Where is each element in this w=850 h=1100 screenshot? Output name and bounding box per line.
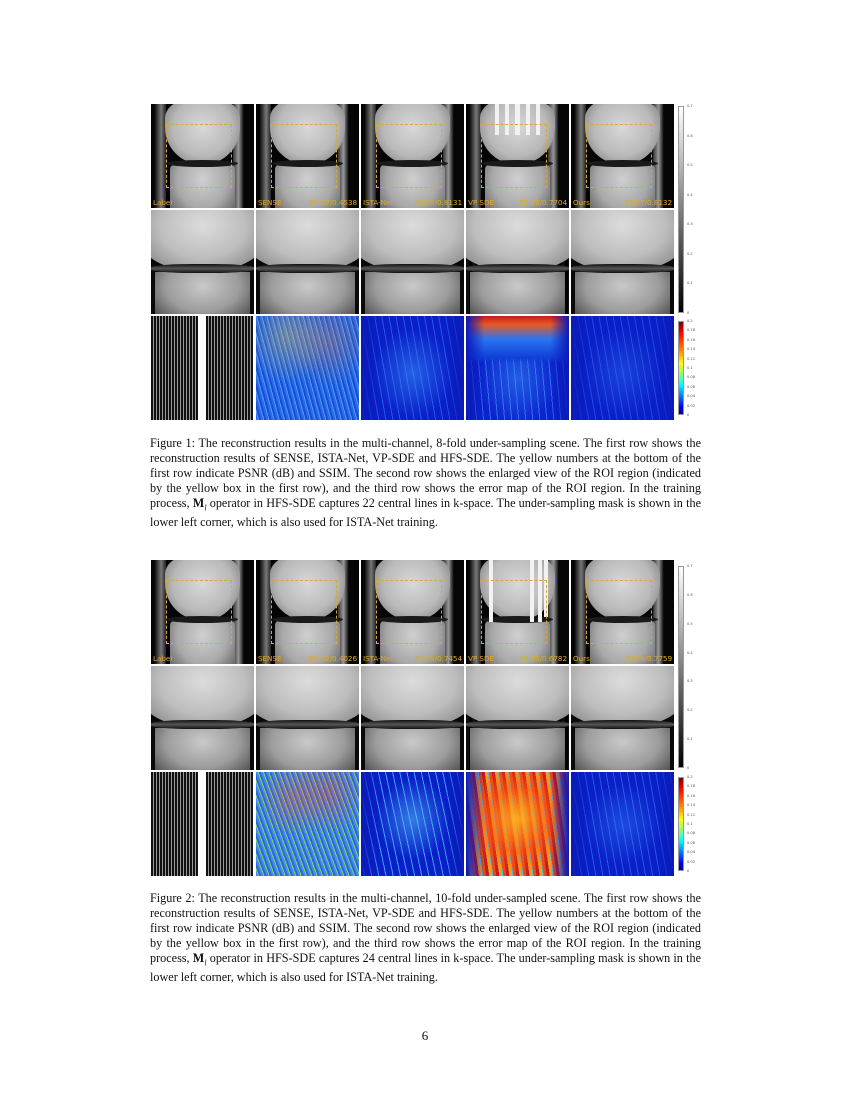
tick-label: 0.1 [687, 281, 693, 286]
tick-label: 0.2 [687, 251, 693, 256]
method-label: VP SDE [468, 198, 494, 207]
panel-vp-sde-error [466, 772, 569, 876]
panel-ista-net-error [361, 316, 464, 420]
method-label: SENSE [258, 198, 282, 207]
method-label: Ours [573, 654, 590, 663]
panel-sense-recon [256, 560, 359, 664]
tick-label: 0 [687, 311, 690, 315]
panel-sense-roi [256, 666, 359, 770]
tick-label: 0.12 [687, 812, 696, 817]
panel-sense-error [256, 772, 359, 876]
method-label: Ours [573, 198, 590, 207]
tick-label: 0.5 [687, 163, 693, 168]
tick-label: 0.08 [687, 375, 696, 380]
panel-label-roi [151, 210, 254, 314]
tick-label: 0.14 [687, 347, 696, 352]
method-label: ISTA-Net [363, 198, 394, 207]
roi-box [271, 124, 337, 188]
panel-vp-sde-roi [466, 210, 569, 314]
figure-2-row-roi [151, 666, 677, 770]
tick-label: 0.16 [687, 337, 696, 342]
roi-box [586, 124, 652, 188]
panel-ista-net-recon [361, 560, 464, 664]
figure-1-caption [150, 436, 701, 530]
grayscale-colorbar [678, 106, 684, 313]
psnr-ssim-value: 24.67/0.4538 [309, 198, 357, 207]
roi-box [481, 580, 547, 644]
figure-1-row-error [151, 316, 677, 420]
psnr-ssim-value: 27.79/0.7454 [414, 654, 462, 663]
psnr-ssim-value: 18.65/0.6782 [519, 654, 567, 663]
error-map-image [256, 772, 359, 876]
grayscale-colorbar-ticks [687, 106, 707, 313]
tick-label: 0.16 [687, 793, 696, 798]
tick-label: 0.6 [687, 133, 693, 138]
panel-label-recon [151, 560, 254, 664]
roi-zoom-image [466, 210, 569, 314]
method-label: ISTA-Net [363, 654, 394, 663]
roi-zoom-image [151, 666, 254, 770]
tick-label: 0.06 [687, 840, 696, 845]
error-map-image [256, 316, 359, 420]
roi-box [376, 124, 442, 188]
caption-text: operator in HFS-SDE captures 24 central lines in k-space. The under-sampling mask is shown in the lower left corner, which is also used for ISTA-Net training. [150, 951, 701, 985]
tick-label: 0.02 [687, 859, 696, 864]
psnr-ssim-value: 25.29/0.7704 [519, 198, 567, 207]
roi-box [271, 580, 337, 644]
panel-ista-net-recon [361, 104, 464, 208]
psnr-ssim-value: 32.07/0.8132 [624, 198, 672, 207]
caption-text: Figure 2: The reconstruction results in the multi-channel, 10-fold under-sampled scene. The first row shows the reconstruction results of SENSE, ISTA-Net, VP-SDE and HFS-SDE. The yellow numbers at the bottom of the first row indicate PSNR (dB) and SSIM. The second row shows the enlarged view of the ROI region (indicated by the yellow box in the first row), and the third row shows the error map of the ROI region. In the training process, [150, 891, 701, 965]
figure-2-caption [150, 891, 701, 985]
tick-label: 0 [687, 413, 690, 417]
tick-label: 0.3 [687, 222, 693, 227]
panel-label-roi [151, 666, 254, 770]
panel-ours-error [571, 316, 674, 420]
tick-label: 0.7 [687, 104, 693, 108]
panel-sense-error [256, 316, 359, 420]
panel-ours-roi [571, 210, 674, 314]
tick-label: 0.14 [687, 803, 696, 808]
tick-label: 0.2 [687, 775, 693, 779]
undersampling-mask-image [151, 772, 198, 876]
tick-label: 0.12 [687, 356, 696, 361]
figure-1 [151, 104, 701, 420]
panel-ours-roi [571, 666, 674, 770]
roi-zoom-image [571, 210, 674, 314]
tick-label: 0 [687, 869, 690, 873]
tick-label: 0.3 [687, 679, 693, 684]
figure-2-row-reconstruction [151, 560, 677, 664]
figure-2-row-error [151, 772, 677, 876]
panel-ista-net-error [361, 772, 464, 876]
operator-symbol: M [192, 951, 205, 965]
grayscale-colorbar-ticks [687, 566, 707, 768]
caption-text: operator in HFS-SDE captures 22 central lines in k-space. The under-sampling mask is shown in the lower left corner, which is also used for ISTA-Net training. [150, 496, 701, 530]
roi-box [586, 580, 652, 644]
roi-box [376, 580, 442, 644]
panel-ista-net-roi [361, 666, 464, 770]
grayscale-colorbar [678, 566, 684, 768]
undersampling-mask-image [151, 316, 198, 420]
undersampling-mask-panel [151, 772, 254, 876]
tick-label: 0.7 [687, 564, 693, 568]
method-label: SENSE [258, 654, 282, 663]
tick-label: 0.06 [687, 384, 696, 389]
panel-ista-net-roi [361, 210, 464, 314]
operator-subscript: l [204, 958, 207, 968]
tick-label: 0.08 [687, 831, 696, 836]
panel-vp-sde-recon [466, 560, 569, 664]
undersampling-mask-image [206, 316, 253, 420]
roi-zoom-image [256, 210, 359, 314]
psnr-ssim-value: 22.52/0.4026 [309, 654, 357, 663]
tick-label: 0.18 [687, 328, 696, 333]
figure-1-row-reconstruction [151, 104, 677, 208]
panel-vp-sde-recon [466, 104, 569, 208]
psnr-ssim-value: 30.00/0.8131 [414, 198, 462, 207]
panel-ours-recon [571, 560, 674, 664]
panel-vp-sde-error [466, 316, 569, 420]
page-number: 6 [421, 1028, 429, 1043]
tick-label: 0.4 [687, 650, 693, 655]
tick-label: 0 [687, 766, 690, 770]
error-colorbar-ticks [687, 777, 707, 871]
method-label: Label [153, 198, 173, 207]
operator-symbol: M [192, 496, 205, 510]
panel-vp-sde-roi [466, 666, 569, 770]
tick-label: 0.02 [687, 403, 696, 408]
panel-label-recon [151, 104, 254, 208]
error-colorbar-ticks [687, 321, 707, 415]
tick-label: 0.2 [687, 319, 693, 323]
undersampling-mask-image [206, 772, 253, 876]
roi-zoom-image [571, 666, 674, 770]
tick-label: 0.1 [687, 737, 693, 742]
roi-zoom-image [361, 666, 464, 770]
figure-1-row-roi [151, 210, 677, 314]
roi-zoom-image [466, 666, 569, 770]
tick-label: 0.4 [687, 192, 693, 197]
roi-zoom-image [151, 210, 254, 314]
tick-label: 0.04 [687, 394, 696, 399]
roi-box [166, 580, 232, 644]
caption-text: Figure 1: The reconstruction results in the multi-channel, 8-fold under-sampling scene. The first row shows the reconstruction results of SENSE, ISTA-Net, VP-SDE and HFS-SDE. The yellow numbers at the bottom of the first row indicate PSNR (dB) and SSIM. The second row shows the enlarged view of the ROI region (indicated by the yellow box in the first row), and the third row shows the error map of the ROI region. In the training process, [150, 436, 701, 510]
tick-label: 0.18 [687, 784, 696, 789]
tick-label: 0.2 [687, 708, 693, 713]
tick-label: 0.5 [687, 621, 693, 626]
panel-sense-recon [256, 104, 359, 208]
error-colorbar [678, 321, 684, 415]
figure-2 [151, 560, 701, 876]
undersampling-mask-panel [151, 316, 254, 420]
psnr-ssim-value: 30.08/0.7759 [624, 654, 672, 663]
error-colorbar [678, 777, 684, 871]
tick-label: 0.6 [687, 592, 693, 597]
roi-zoom-image [361, 210, 464, 314]
roi-zoom-image [256, 666, 359, 770]
operator-subscript: l [204, 503, 207, 513]
panel-sense-roi [256, 210, 359, 314]
method-label: VP SDE [468, 654, 494, 663]
roi-box [481, 124, 547, 188]
panel-ours-error [571, 772, 674, 876]
tick-label: 0.1 [687, 366, 693, 370]
tick-label: 0.1 [687, 822, 693, 826]
method-label: Label [153, 654, 173, 663]
roi-box [166, 124, 232, 188]
panel-ours-recon [571, 104, 674, 208]
tick-label: 0.04 [687, 850, 696, 855]
